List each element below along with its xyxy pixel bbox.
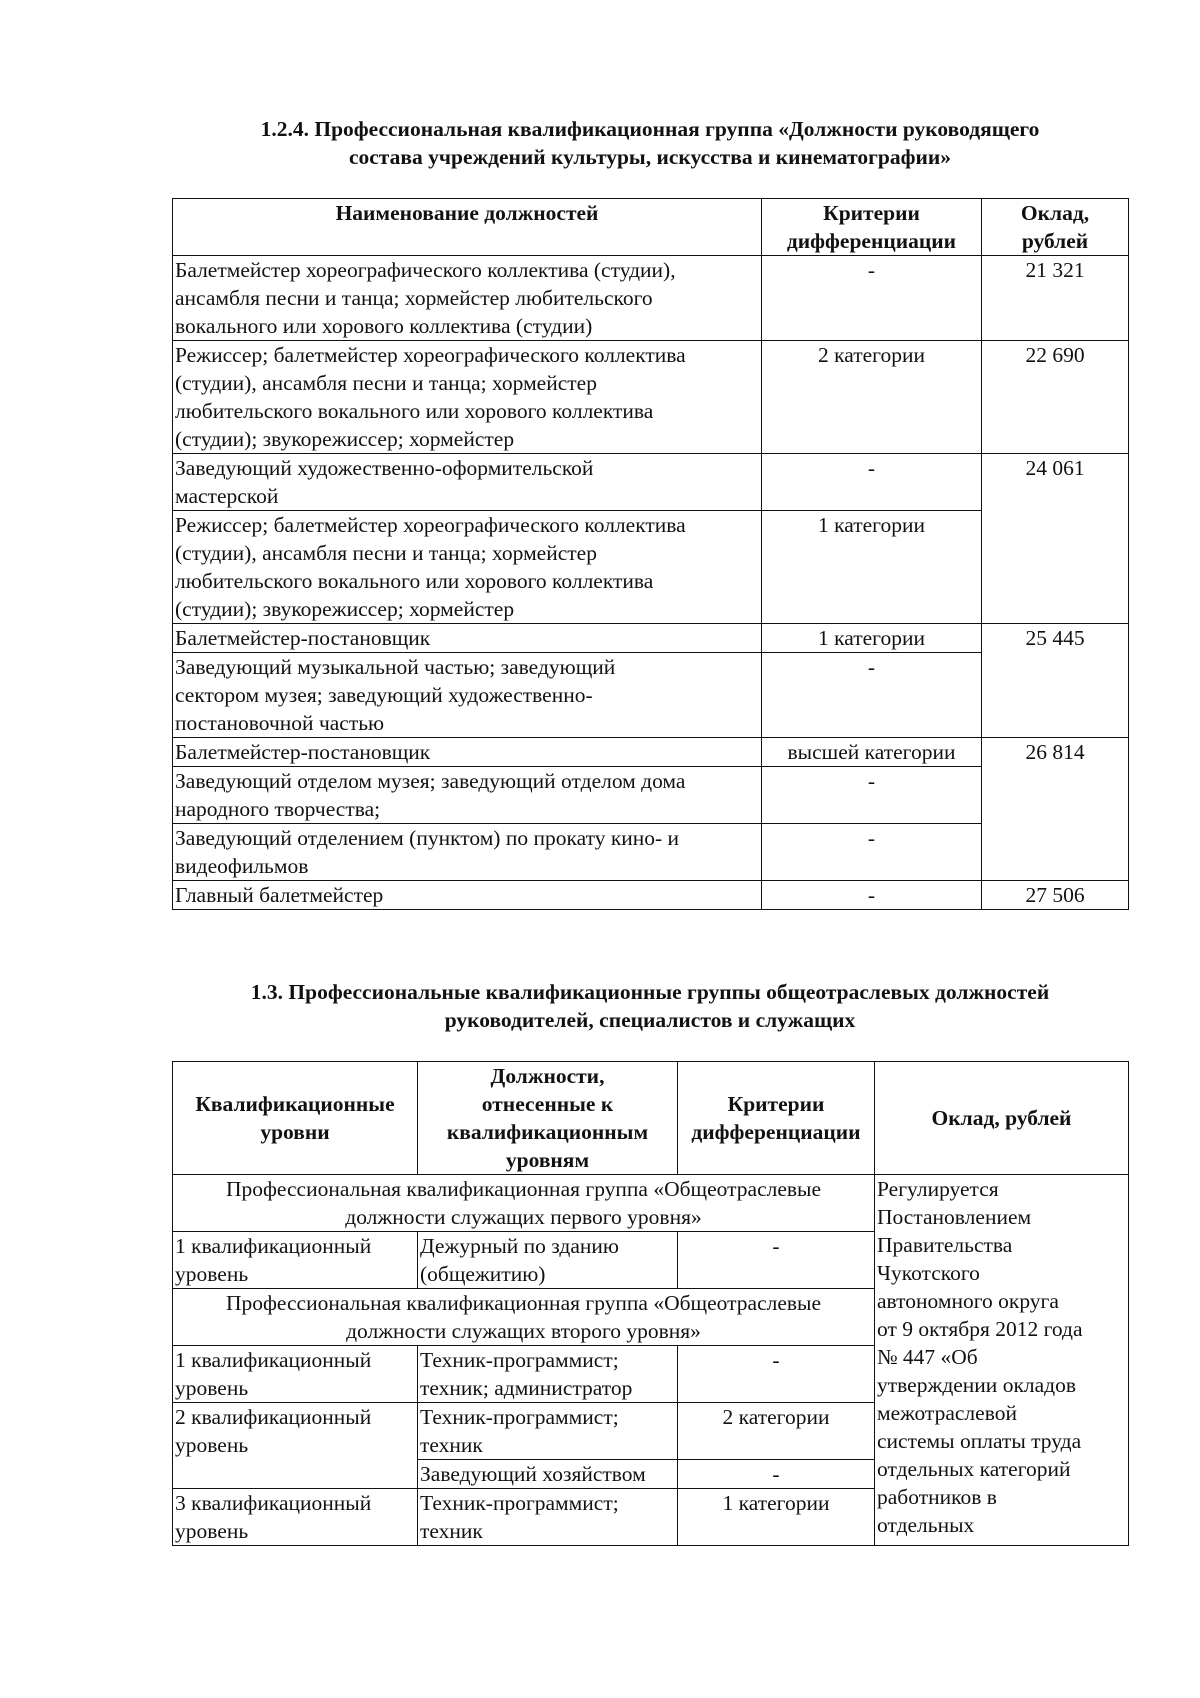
position-cell: Заведующий отделом музея; заведующий отделом дома народного творчества; [173,767,762,824]
table-row [173,881,1129,910]
header-salary: Оклад, рублей [982,199,1129,256]
section-title-1-2-4: 1.2.4. Профессиональная квалификационная группа «Должности руководящего состава учреждений культуры, искусства и кинематографии» [260,117,1040,169]
criteria-cell: - [762,824,982,881]
position-cell: Техник-программист; техник [418,1403,678,1460]
criteria-cell: - [762,881,982,910]
criteria-cell: - [678,1346,875,1403]
criteria-cell: 1 категории [762,511,982,624]
criteria-cell: 1 категории [678,1489,875,1546]
table-row [173,454,1129,511]
criteria-cell: высшей категории [762,738,982,767]
criteria-cell: 1 категории [762,624,982,653]
table-row [173,738,1129,767]
header-positions: Должности, отнесенные к квалификационным уровням [418,1062,678,1175]
table-header-row [173,1062,1129,1175]
salary-cell: 27 506 [982,881,1129,910]
position-cell: Главный балетмейстер [173,881,762,910]
level-cell: 2 квалификационный уровень [173,1403,418,1489]
salary-cell: 26 814 [982,738,1129,881]
positions-salary-table-1-2-4 [172,198,1129,910]
table-header-row [173,199,1129,256]
criteria-cell: - [678,1460,875,1489]
criteria-cell: - [762,454,982,511]
header-criteria: Критерии дифференциации [678,1062,875,1175]
position-cell: Заведующий хозяйством [418,1460,678,1489]
salary-cell: 22 690 [982,341,1129,454]
table-row [173,256,1129,341]
salary-note-cell: Регулируется Постановлением Правительства Чукотского автономного округа от 9 октября 2012 года № 447 «Об утверждении окладов межотраслевой системы оплаты труда отдельных категорий работников в отдельных [875,1175,1129,1546]
salary-cell: 24 061 [982,454,1129,624]
group-title-cell: Профессиональная квалификационная группа «Общеотраслевые должности служащих второго уровня» [173,1289,875,1346]
level-cell: 1 квалификационный уровень [173,1346,418,1403]
section-title-1-3: 1.3. Профессиональные квалификационные группы общеотраслевых должностей руководителей, специалистов и служащих [250,980,1050,1032]
position-cell: Техник-программист; техник [418,1489,678,1546]
criteria-cell: 2 категории [762,341,982,454]
criteria-cell: - [762,256,982,341]
position-cell: Балетмейстер хореографического коллектива (студии), ансамбля песни и танца; хормейстер любительского вокального или хорового коллектива (студии) [173,256,762,341]
position-cell: Режиссер; балетмейстер хореографического коллектива (студии), ансамбля песни и танца; хормейстер любительского вокального или хорового коллектива (студии); звукорежиссер; хормейстер [173,341,762,454]
qualification-levels-table-1-3 [172,1061,1129,1546]
position-cell: Заведующий художественно-оформительской мастерской [173,454,762,511]
group-row [173,1175,1129,1232]
position-cell: Дежурный по зданию (общежитию) [418,1232,678,1289]
header-criteria: Критерии дифференциации [762,199,982,256]
position-cell: Заведующий музыкальной частью; заведующий сектором музея; заведующий художественно- постановочной частью [173,653,762,738]
table-row [173,624,1129,653]
header-levels: Квалификационные уровни [173,1062,418,1175]
position-cell: Балетмейстер-постановщик [173,624,762,653]
criteria-cell: - [762,767,982,824]
position-cell: Заведующий отделением (пунктом) по прокату кино- и видеофильмов [173,824,762,881]
criteria-cell: - [762,653,982,738]
position-cell: Техник-программист; техник; администратор [418,1346,678,1403]
salary-cell: 25 445 [982,624,1129,738]
criteria-cell: - [678,1232,875,1289]
position-cell: Балетмейстер-постановщик [173,738,762,767]
group-title-cell: Профессиональная квалификационная группа «Общеотраслевые должности служащих первого уровня» [173,1175,875,1232]
table-row [173,341,1129,454]
header-salary: Оклад, рублей [875,1062,1129,1175]
level-cell: 1 квалификационный уровень [173,1232,418,1289]
level-cell: 3 квалификационный уровень [173,1489,418,1546]
salary-cell: 21 321 [982,256,1129,341]
criteria-cell: 2 категории [678,1403,875,1460]
position-cell: Режиссер; балетмейстер хореографического коллектива (студии), ансамбля песни и танца; хормейстер любительского вокального или хорового коллектива (студии); звукорежиссер; хормейстер [173,511,762,624]
header-position: Наименование должностей [173,199,762,256]
